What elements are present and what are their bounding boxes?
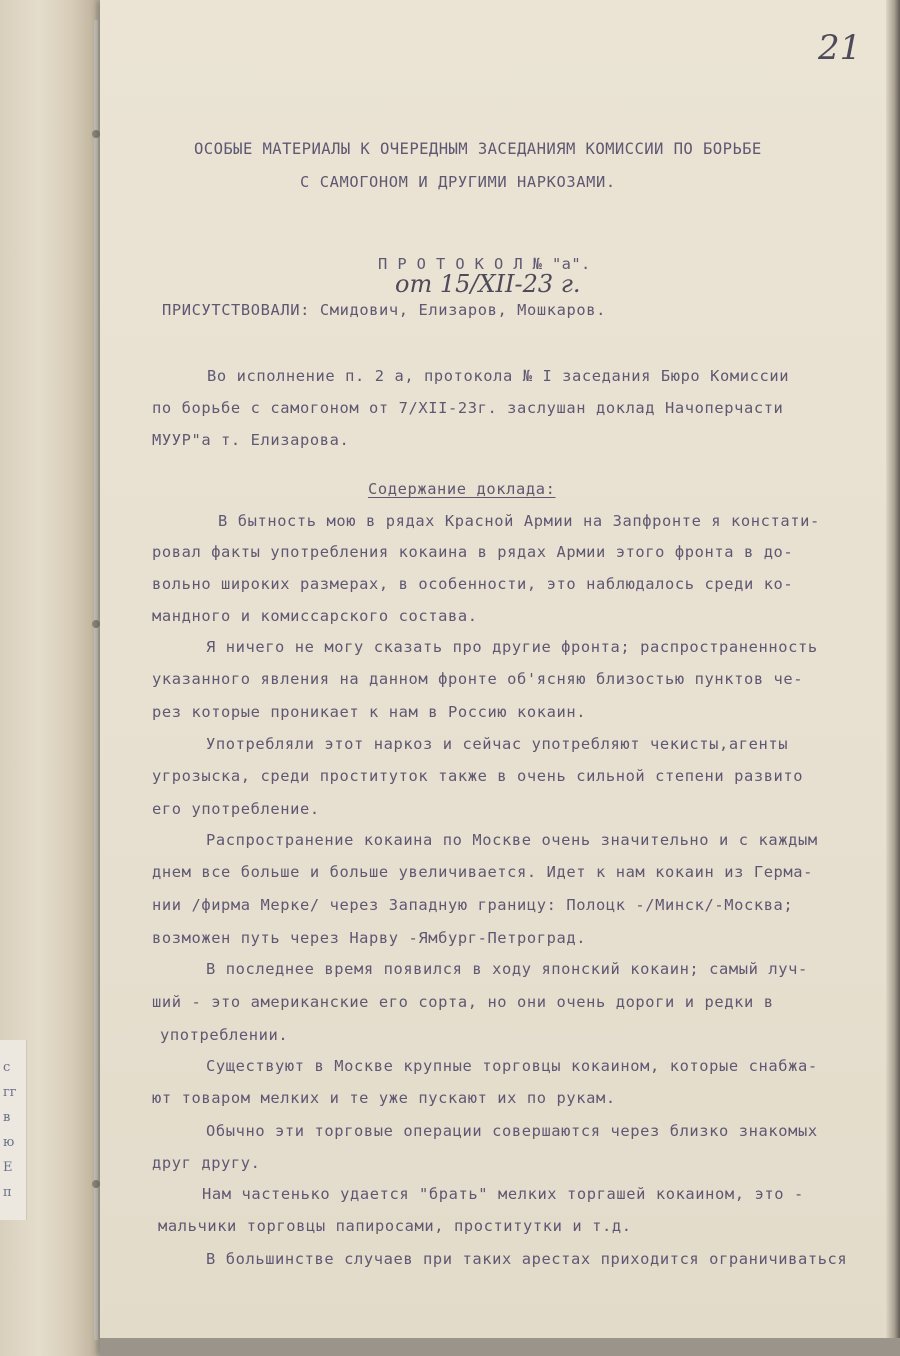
body-line: угрозыска, среди проституток также в очень сильной степени развито [152, 767, 804, 785]
protocol-date-handwritten: от 15/XII-23 г. [395, 270, 581, 298]
adjacent-page-strip: с гг в ю Е п [0, 1040, 27, 1220]
heading-line-2: С САМОГОНОМ И ДРУГИМИ НАРКОЗАМИ. [300, 173, 616, 191]
intro-line: Во исполнение п. 2 а, протокола № I заседания Бюро Комиссии [207, 367, 790, 385]
body-line: ший - это американские его сорта, но они очень дороги и редки в [152, 993, 774, 1011]
body-line: Обычно эти торговые операции совершаются через близко знакомых [206, 1122, 818, 1140]
body-line: мандного и комиссарского состава. [152, 607, 478, 625]
body-line: ровал факты употребления кокаина в рядах Армии этого фронта в до- [152, 543, 794, 561]
body-line: Существуют в Москве крупные торговцы кокаином, которые снабжа- [206, 1057, 818, 1075]
body-line: В большинстве случаев при таких арестах приходится ограничиваться [206, 1250, 848, 1268]
report-heading: Содержание доклада: [368, 480, 556, 498]
body-line: Распространение кокаина по Москве очень значительно и с каждым [206, 831, 818, 849]
protocol-title: П Р О Т О К О Л № "а". [378, 255, 591, 273]
body-line: мальчики торговцы папиросами, проститутки и т.д. [158, 1217, 632, 1235]
binding-margin [0, 0, 96, 1356]
body-line: рез которые проникает к нам в Россию кокаин. [152, 703, 587, 721]
body-line: указанного явления на данном фронте об'ясняю близостью пунктов че- [152, 670, 804, 688]
intro-line: МУУР"а т. Елизарова. [152, 431, 350, 449]
intro-line: по борьбе с самогоном от 7/XII-23г. заслушан доклад Начоперчасти [152, 399, 784, 417]
body-line: В последнее время появился в ходу японский кокаин; самый луч- [206, 960, 808, 978]
heading-line-1: ОСОБЫЕ МАТЕРИАЛЫ К ОЧЕРЕДНЫМ ЗАСЕДАНИЯМ КОМИССИИ ПО БОРЬБЕ [194, 140, 762, 158]
binding-thread [94, 20, 98, 1340]
attendees-line: ПРИСУТСТВОВАЛИ: Смидович, Елизаров, Мошкаров. [162, 301, 606, 319]
body-line: друг другу. [152, 1154, 261, 1172]
body-line: днем все больше и больше увеличивается. Идет к нам кокаин из Герма- [152, 863, 814, 881]
body-line: его употребление. [152, 800, 320, 818]
body-line: Употребляли этот наркоз и сейчас употребляют чекисты,агенты [206, 735, 789, 753]
body-line: возможен путь через Нарву -Ямбург-Петроград. [152, 929, 587, 947]
body-line: В бытность мою в рядах Красной Армии на Запфронте я констати- [218, 512, 820, 530]
page-bottom-shadow [100, 1338, 900, 1356]
page-number: 21 [818, 28, 862, 68]
body-line: Нам частенько удается "брать" мелких торгашей кокаином, это - [202, 1185, 804, 1203]
body-line: нии /фирма Мерке/ через Западную границу: Полоцк -/Минск/-Москва; [152, 896, 794, 914]
thread-knot [92, 130, 100, 138]
body-line: Я ничего не могу сказать про другие фронта; распространенность [206, 638, 818, 656]
page-edge [886, 0, 900, 1356]
body-line: ют товаром мелких и те уже пускают их по рукам. [152, 1089, 616, 1107]
thread-knot [92, 1180, 100, 1188]
body-line: вольно широких размерах, в особенности, это наблюдалось среди ко- [152, 575, 794, 593]
body-line: употреблении. [160, 1026, 289, 1044]
thread-knot [92, 620, 100, 628]
